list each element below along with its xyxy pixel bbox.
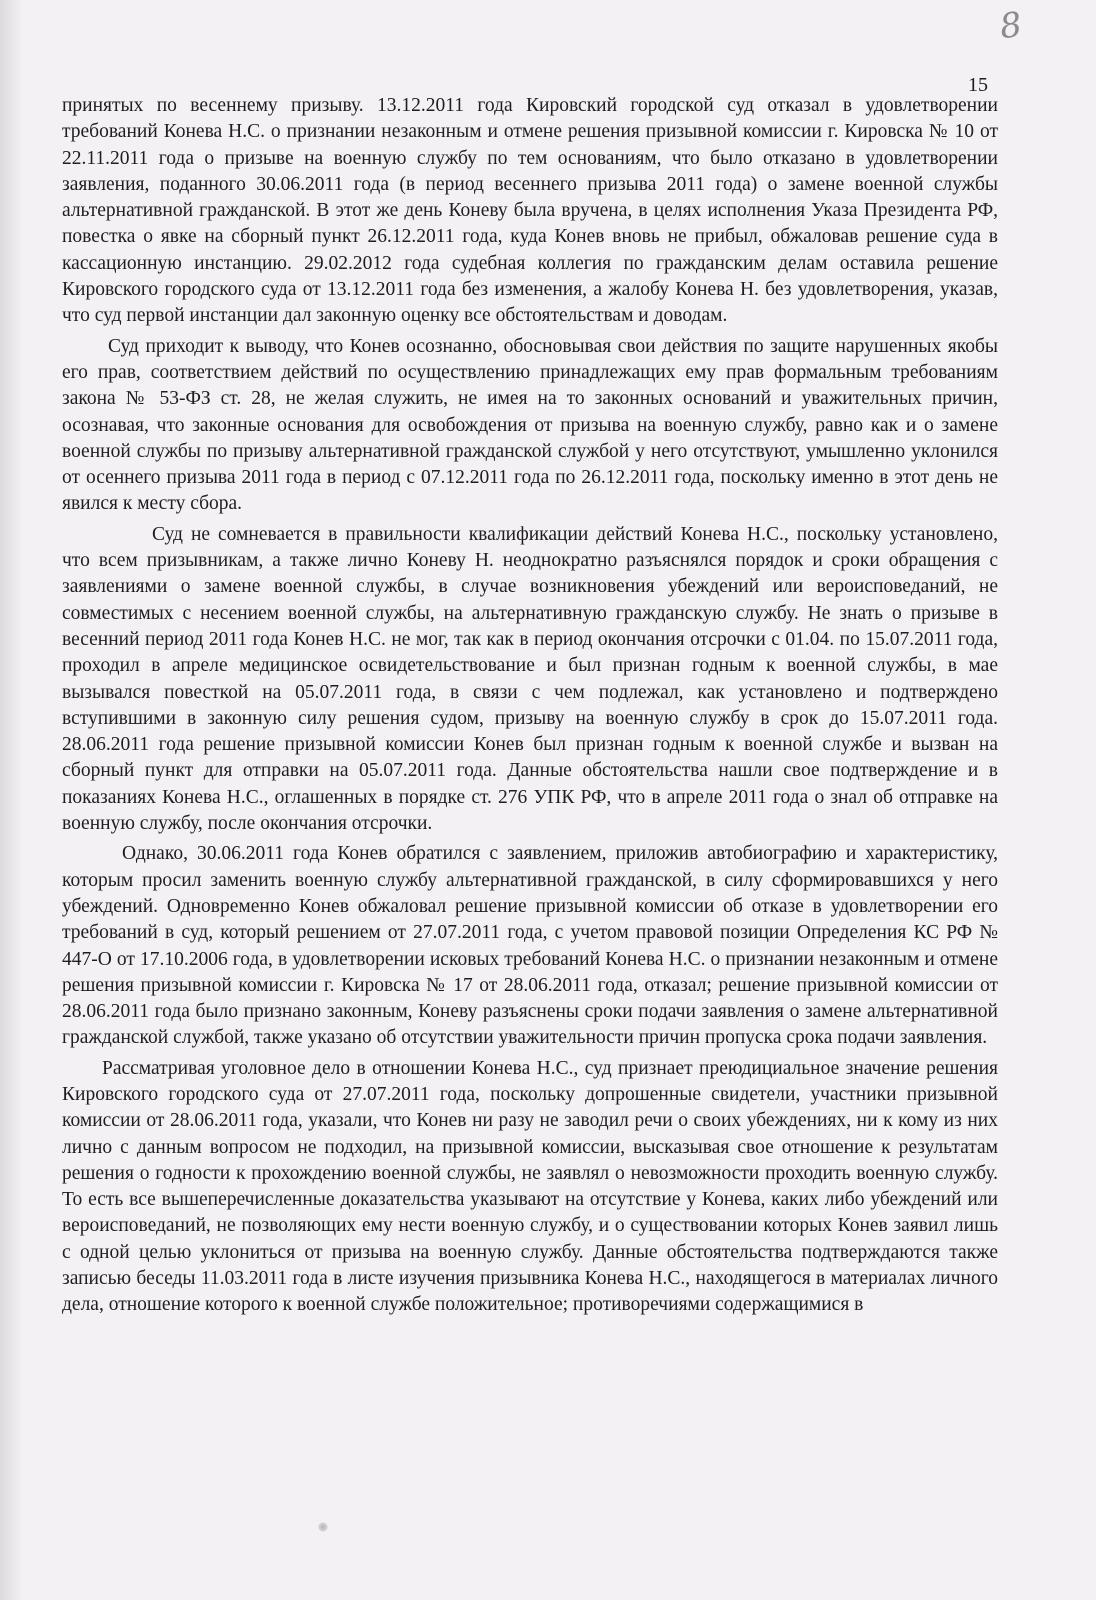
paragraph-4: Однако, 30.06.2011 года Конев обратился с заявлением, приложив автобиографию и характеристику, которым просил заменить военную службу альтернативной гражданской, в силу сформировавшихся у него убеждений. Одновременно Конев обжаловал решение призывной комиссии об отказе в удовлетворении его требований в суд, который решением от 27.07.2011 года, с учетом правовой позиции Определения КС РФ № 447-О от 17.10.2006 года, в удовлетворении исковых требований Конева Н.С. о признании незаконным и отмене решения призывной комиссии г. Кировска № 17 от 28.06.2011 года, отказал; решение призывной комиссии от 28.06.2011 года было признано законным, Коневу разъяснены сроки подачи заявления о замене альтернативной гражданской службой, также указано об отсутствии уважительности причин пропуска срока подачи заявления. — [62, 843, 998, 1049]
paper-speck — [318, 1522, 328, 1532]
paragraph-5: Рассматривая уголовное дело в отношении Конева Н.С., суд признает преюдициальное значение решения Кировского городского суда от 27.07.2011 года, поскольку допрошенные свидетели, участники призывной комиссии от 28.06.2011 года, указали, что Конев ни разу не заводил речи о своих убеждениях, ни к кому из них лично с данным вопросом не подходил, на призывной комиссии, высказывая свое отношение к результатам решения о годности к прохождению военной службы, не заявлял о невозможности проходить военную службу. То есть все вышеперечисленные доказательства указывают на отсутствие у Конева, каких либо убеждений или вероисповеданий, не позволяющих ему нести военную службу, и о существовании которых Конев заявил лишь с одной целью уклониться от призыва на военную службу. Данные обстоятельства подтверждаются также записью беседы 11.03.2011 года в листе изучения призывника Конева Н.С., находящегося в материалах личного дела, отношение которого к военной службе положительное; противоречиями содержащимися в — [62, 1057, 998, 1316]
paragraph-2: Суд приходит к выводу, что Конев осознанно, обосновывая свои действия по защите нарушенных якобы его прав, соответствием действий по осуществлению принадлежащих ему прав формальным требованиям закона № 53-ФЗ ст. 28, не желая служить, не имея на то законных оснований и уважительных причин, осознавая, что законные основания для освобождения от призыва на военную службу, равно как и о замене военной службы по призыву альтернативной гражданской службой у него отсутствуют, умышленно уклонился от осеннего призыва 2011 года в период с 07.12.2011 года по 26.12.2011 года, поскольку именно в этот день не явился к месту сбора. — [62, 335, 998, 515]
page-number: 15 — [968, 74, 988, 96]
handwritten-sheet-number: 8 — [997, 4, 1025, 48]
paragraph-1: принятых по весеннему призыву. 13.12.2011 года Кировский городской суд отказал в удовлетворении требований Конева Н.С. о признании незаконным и отмене решения призывной комиссии г. Кировска № 10 от 22.11.2011 года о призыве на военную службу по тем основаниям, что было отказано в удовлетворении заявления, поданного 30.06.2011 года (в период весеннего призыва 2011 года) о замене военной службы альтернативной гражданской. В этот же день Коневу была вручена, в целях исполнения Указа Президента РФ, повестка о явке на сборный пункт 26.12.2011 года, куда Конев вновь не прибыл, обжаловав решение суда в кассационную инстанцию. 29.02.2012 года судебная коллегия по гражданским делам оставила решение Кировского городского суда от 13.12.2011 года без изменения, а жалобу Конева Н. без удовлетворения, указав, что суд первой инстанции дал законную оценку все обстоятельствам и доводам. — [62, 95, 998, 327]
paragraph-3: Суд не сомневается в правильности квалификации действий Конева Н.С., поскольку установлено, что всем призывникам, а также лично Коневу Н. неоднократно разъяснялся порядок и сроки обращения с заявлениями о замене военной службы, в случае возникновения убеждений или вероисповеданий, не совместимых с несением военной службы, на альтернативную гражданскую службу. Не знать о призыве в весенний период 2011 года Конев Н.С. не мог, так как в период окончания отсрочки с 01.04. по 15.07.2011 года, проходил в апреле медицинское освидетельствование и был признан годным к военной службы, в мае вызывался повесткой на 05.07.2011 года, в связи с чем подлежал, как установлено и подтверждено вступившими в законную силу решения судом, призыву на военную службу в срок до 15.07.2011 года. 28.06.2011 года решение призывной комиссии Конев был признан годным к военной службе и вызван на сборный пункт для отправки на 05.07.2011 года. Данные обстоятельства нашли свое подтверждение и в показаниях Конева Н.С., оглашенных в порядке ст. 276 УПК РФ, что в апреле 2011 года о знал об отправке на военную службу, после окончания отсрочки. — [62, 523, 998, 835]
document-body — [62, 93, 998, 1319]
page-shadow-edge — [0, 0, 22, 1600]
